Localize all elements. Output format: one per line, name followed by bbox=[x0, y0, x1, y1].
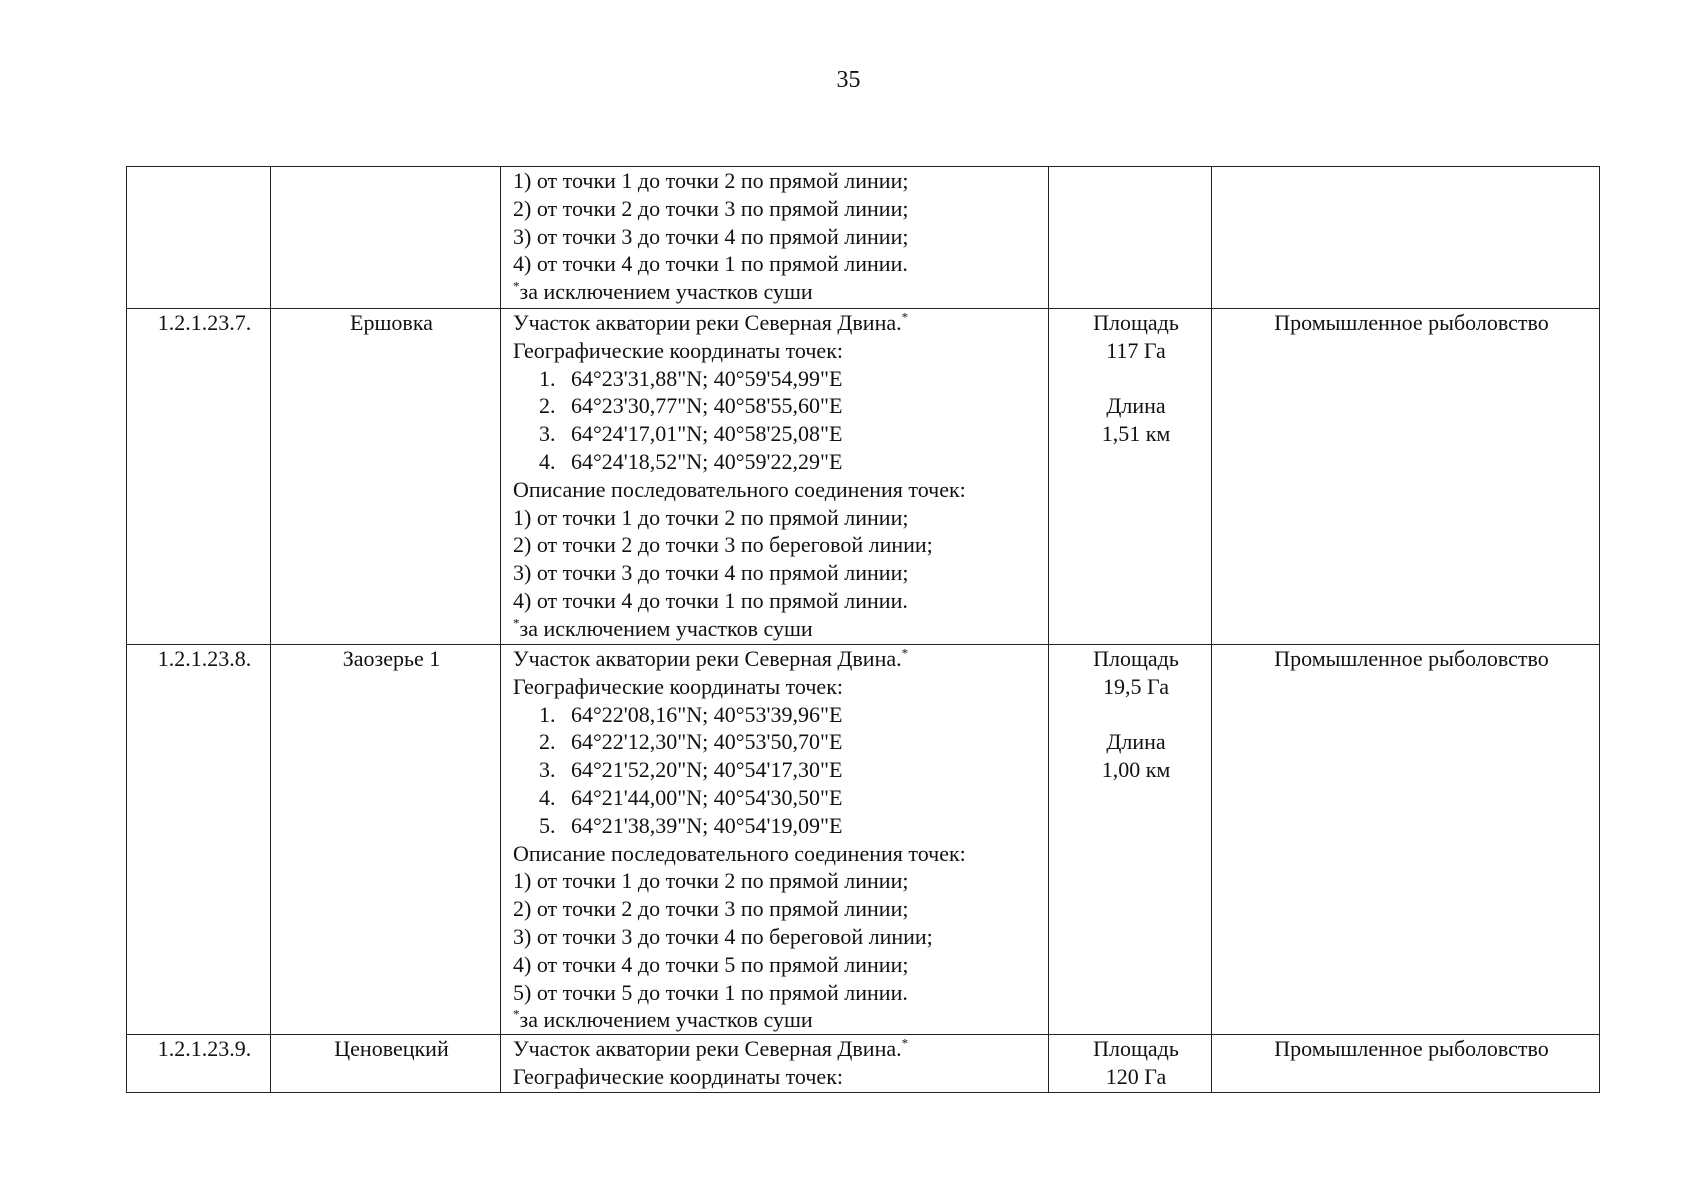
connection-line: 1) от точки 1 до точки 2 по прямой линии; bbox=[513, 504, 909, 530]
site-description-cell bbox=[501, 1035, 1049, 1093]
coordinate-item: 1. 64°22'08,16"N; 40°53'39,96"E bbox=[539, 701, 843, 727]
table-row bbox=[127, 645, 1600, 1035]
area-intro: Участок акватории реки Северная Двина.* bbox=[513, 645, 909, 671]
site-number-cell bbox=[127, 167, 271, 309]
connection-line: 4) от точки 4 до точки 1 по прямой линии. bbox=[513, 587, 908, 613]
length-label: Длина bbox=[1106, 729, 1166, 755]
connection-line: 5) от точки 5 до точки 1 по прямой линии. bbox=[513, 979, 908, 1005]
table-row bbox=[127, 309, 1600, 645]
site-number-cell: 1.2.1.23.8. bbox=[127, 645, 271, 1035]
links-label: Описание последовательного соединения точек: bbox=[513, 840, 966, 866]
site-use-cell: Промышленное рыболовство bbox=[1212, 645, 1600, 1035]
coordinate-item: 2. 64°22'12,30"N; 40°53'50,70"E bbox=[539, 729, 843, 755]
connection-line: 2) от точки 2 до точки 3 по прямой линии; bbox=[513, 195, 909, 221]
site-number-cell: 1.2.1.23.9. bbox=[127, 1035, 271, 1093]
connection-line: 3) от точки 3 до точки 4 по прямой линии; bbox=[513, 560, 909, 586]
asterisk-mark: * bbox=[513, 278, 520, 294]
area-label: Площадь bbox=[1093, 310, 1179, 335]
connection-line: 3) от точки 3 до точки 4 по прямой линии; bbox=[513, 223, 909, 249]
connection-line: 1) от точки 1 до точки 2 по прямой линии; bbox=[513, 868, 909, 894]
length-value: 1,00 км bbox=[1101, 757, 1171, 783]
coordinate-item: 5. 64°21'38,39"N; 40°54'19,09"E bbox=[539, 812, 843, 838]
coordinate-item: 3. 64°21'52,20"N; 40°54'17,30"E bbox=[539, 757, 843, 783]
area-value: 19,5 Га bbox=[1103, 673, 1169, 699]
site-use-cell: Промышленное рыболовство bbox=[1212, 1035, 1600, 1093]
site-number-cell: 1.2.1.23.7. bbox=[127, 309, 271, 645]
site-use-cell: Промышленное рыболовство bbox=[1212, 309, 1600, 645]
area-value: 120 Га bbox=[1105, 1063, 1167, 1089]
connection-line: 4) от точки 4 до точки 1 по прямой линии. bbox=[513, 251, 908, 277]
asterisk-mark: * bbox=[901, 309, 909, 325]
length-value: 1,51 км bbox=[1101, 421, 1171, 447]
land-exclusion-note: *за исключением участков суши bbox=[513, 278, 813, 305]
coordinate-item: 4. 64°21'44,00"N; 40°54'30,50"E bbox=[539, 784, 843, 810]
connection-line: 2) от точки 2 до точки 3 по прямой линии; bbox=[513, 896, 909, 922]
land-exclusion-note: *за исключением участков суши bbox=[513, 1007, 813, 1033]
site-use-cell bbox=[1212, 167, 1600, 309]
coordinate-item: 2. 64°23'30,77"N; 40°58'55,60"E bbox=[539, 393, 843, 419]
site-description-cell bbox=[501, 167, 1049, 309]
asterisk-mark: * bbox=[901, 1035, 909, 1051]
area-label: Площадь bbox=[1093, 646, 1179, 671]
connection-line: 1) от точки 1 до точки 2 по прямой линии; bbox=[513, 168, 909, 193]
coordinate-item: 4. 64°24'18,52"N; 40°59'22,29"E bbox=[539, 448, 843, 474]
site-size-cell bbox=[1049, 645, 1212, 1035]
asterisk-mark: * bbox=[513, 615, 520, 631]
coordinate-item: 1. 64°23'31,88"N; 40°59'54,99"E bbox=[539, 365, 843, 391]
area-intro: Участок акватории реки Северная Двина.* bbox=[513, 1035, 909, 1062]
table-row bbox=[127, 1035, 1600, 1093]
table-row bbox=[127, 167, 1600, 309]
area-value: 117 Га bbox=[1106, 337, 1166, 363]
site-name-cell bbox=[271, 167, 501, 309]
fishing-sites-table bbox=[126, 166, 1600, 1093]
site-size-cell bbox=[1049, 1035, 1212, 1093]
coords-label: Географические координаты точек: bbox=[513, 673, 843, 699]
links-label: Описание последовательного соединения точек: bbox=[513, 476, 966, 502]
asterisk-mark: * bbox=[901, 645, 909, 661]
coords-label: Географические координаты точек: bbox=[513, 1063, 843, 1089]
connection-line: 4) от точки 4 до точки 5 по прямой линии; bbox=[513, 951, 909, 977]
asterisk-mark: * bbox=[513, 1007, 520, 1023]
page-number: 35 bbox=[836, 67, 861, 93]
site-description-cell bbox=[501, 645, 1049, 1035]
area-intro: Участок акватории реки Северная Двина.* bbox=[513, 309, 909, 335]
length-label: Длина bbox=[1106, 393, 1166, 419]
site-description-cell bbox=[501, 309, 1049, 645]
site-size-cell bbox=[1049, 309, 1212, 645]
coordinate-item: 3. 64°24'17,01"N; 40°58'25,08"E bbox=[539, 421, 843, 447]
site-name-cell: Ценовецкий bbox=[271, 1035, 501, 1093]
site-size-cell bbox=[1049, 167, 1212, 309]
connection-line: 2) от точки 2 до точки 3 по береговой линии; bbox=[513, 532, 933, 558]
site-name-cell: Ершовка bbox=[271, 309, 501, 645]
coords-label: Географические координаты точек: bbox=[513, 337, 843, 363]
land-exclusion-note: *за исключением участков суши bbox=[513, 615, 813, 641]
area-label: Площадь bbox=[1093, 1036, 1179, 1062]
site-name-cell: Заозерье 1 bbox=[271, 645, 501, 1035]
connection-line: 3) от точки 3 до точки 4 по береговой линии; bbox=[513, 923, 933, 949]
